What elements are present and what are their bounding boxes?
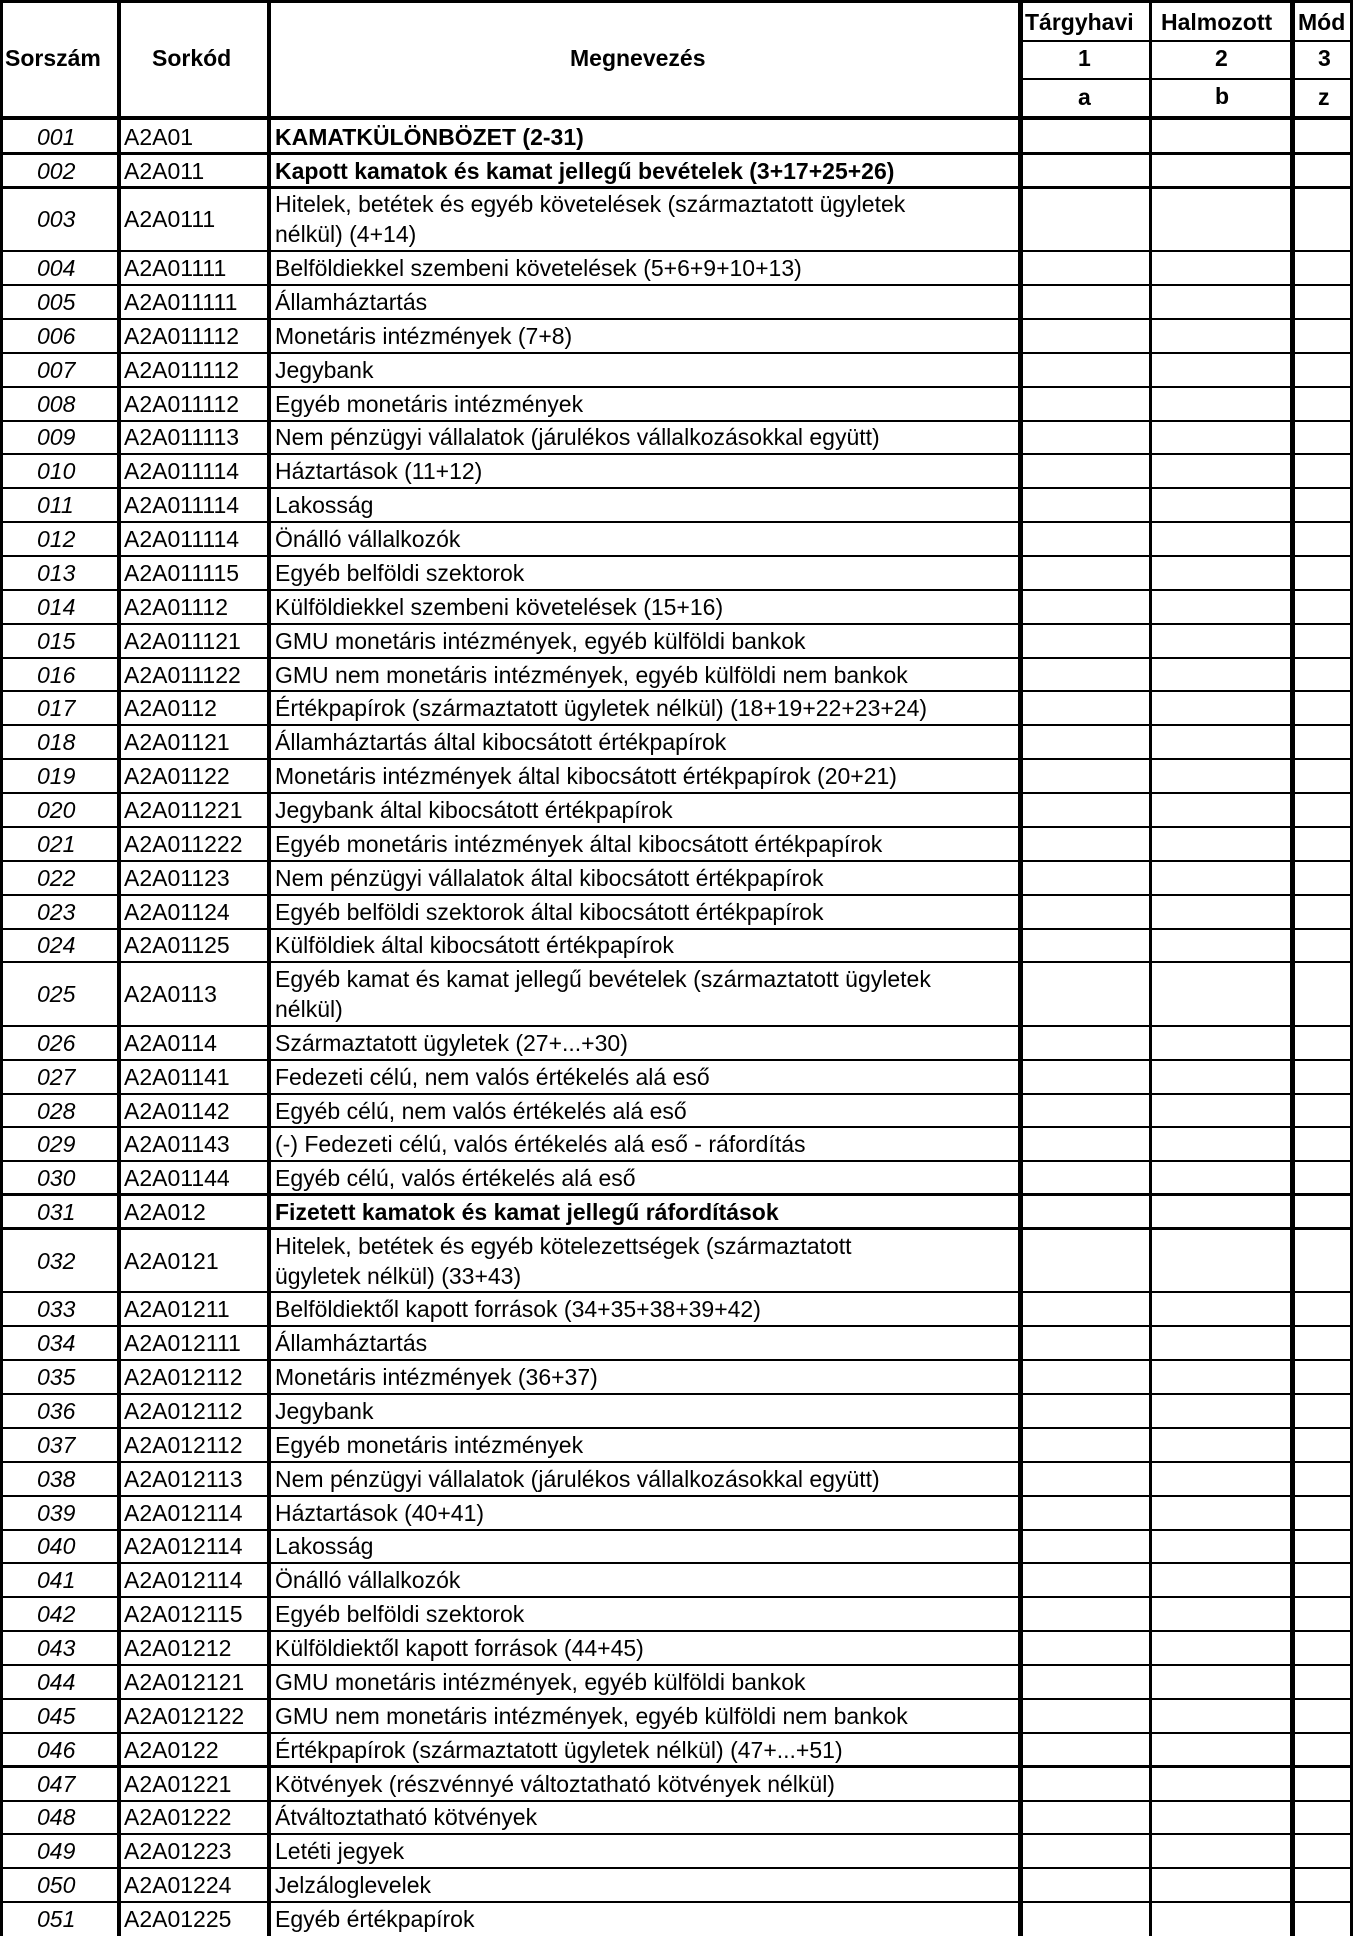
row-number: 012 (37, 526, 76, 552)
row-code: A2A011113 (124, 424, 240, 450)
row-number: 034 (37, 1330, 76, 1356)
row-description: Külföldiek által kibocsátott értékpapírok (275, 932, 674, 958)
row-description: Nem pénzügyi vállalatok (járulékos vállalkozásokkal együtt) (275, 1466, 880, 1492)
row-description: Egyéb belföldi szektorok (275, 560, 525, 586)
row-code: A2A011115 (124, 560, 240, 586)
row-code: A2A0114 (124, 1030, 217, 1056)
row-number: 020 (37, 797, 76, 823)
row-description: Monetáris intézmények (36+37) (275, 1364, 598, 1390)
row-number: 003 (37, 206, 76, 232)
row-code: A2A012115 (124, 1601, 243, 1627)
row-code: A2A012113 (124, 1466, 243, 1492)
row-code: A2A0121 (124, 1248, 219, 1274)
row-number: 042 (37, 1601, 76, 1627)
row-code: A2A01121 (124, 729, 230, 755)
row-number: 036 (37, 1398, 76, 1424)
row-code: A2A011114 (124, 526, 240, 552)
row-code: A2A012112 (124, 1364, 243, 1390)
row-description: Jegybank által kibocsátott értékpapírok (275, 797, 673, 823)
row-code: A2A011122 (124, 662, 241, 688)
row-number: 006 (37, 323, 76, 349)
row-code: A2A01 (124, 124, 194, 150)
row-code: A2A01141 (124, 1064, 230, 1090)
row-number: 047 (37, 1771, 76, 1797)
col-header-sorszam: Sorszám (5, 45, 101, 71)
col1-number: 1 (1078, 45, 1091, 71)
row-number: 004 (37, 255, 76, 281)
row-code: A2A01212 (124, 1635, 232, 1661)
row-description: Jelzáloglevelek (275, 1872, 431, 1898)
row-description: Egyéb értékpapírok (275, 1906, 475, 1932)
row-code: A2A012114 (124, 1567, 243, 1593)
row-code: A2A012114 (124, 1533, 243, 1559)
row-number: 048 (37, 1804, 76, 1830)
row-number: 005 (37, 289, 76, 315)
col2-number: 2 (1215, 45, 1228, 71)
row-description: ügyletek nélkül) (33+43) (275, 1263, 522, 1289)
row-description: Államháztartás (275, 289, 428, 315)
row-description: Egyéb belföldi szektorok által kibocsátott értékpapírok (275, 899, 824, 925)
row-code: A2A011114 (124, 458, 240, 484)
row-number: 037 (37, 1432, 76, 1458)
column-border (1149, 0, 1152, 1936)
row-number: 027 (37, 1064, 76, 1090)
row-code: A2A0113 (124, 981, 217, 1007)
row-description: Államháztartás által kibocsátott értékpapírok (275, 729, 727, 755)
row-description: Fedezeti célú, nem valós értékelés alá eső (275, 1064, 710, 1090)
row-description: Kapott kamatok és kamat jellegű bevételek (3+17+25+26) (275, 158, 895, 184)
row-description: Nem pénzügyi vállalatok (járulékos vállalkozásokkal együtt) (275, 424, 880, 450)
row-description: Letéti jegyek (275, 1838, 405, 1864)
row-number: 001 (37, 124, 76, 150)
row-code: A2A01144 (124, 1165, 230, 1191)
row-number: 041 (37, 1567, 76, 1593)
header-divider (1018, 40, 1353, 42)
row-description: GMU monetáris intézmények, egyéb külföldi bankok (275, 1669, 806, 1695)
row-description: Külföldiekkel szembeni követelések (15+16) (275, 594, 724, 620)
row-number: 007 (37, 357, 76, 383)
column-border (117, 0, 121, 1936)
row-description: Nem pénzügyi vállalatok által kibocsátott értékpapírok (275, 865, 824, 891)
row-description: Fizetett kamatok és kamat jellegű ráfordítások (275, 1199, 779, 1225)
row-number: 009 (37, 424, 76, 450)
col-header-mod: Mód (1298, 9, 1346, 35)
row-number: 033 (37, 1296, 76, 1322)
row-description: Hitelek, betétek és egyéb követelések (származtatott ügyletek (275, 191, 906, 217)
row-description: Kötvények (részvénnyé változtatható kötvények nélkül) (275, 1771, 835, 1797)
row-description: Jegybank (275, 1398, 374, 1424)
row-number: 024 (37, 932, 76, 958)
row-description: Értékpapírok (származtatott ügyletek nélkül) (47+...+51) (275, 1737, 843, 1763)
row-code: A2A01224 (124, 1872, 232, 1898)
row-number: 023 (37, 899, 76, 925)
row-code: A2A011121 (124, 628, 241, 654)
row-description: KAMATKÜLÖNBÖZET (2-31) (275, 124, 584, 150)
row-number: 013 (37, 560, 76, 586)
row-number: 028 (37, 1098, 76, 1124)
row-description: (-) Fedezeti célú, valós értékelés alá eső - ráfordítás (275, 1131, 806, 1157)
row-code: A2A01142 (124, 1098, 230, 1124)
row-code: A2A01225 (124, 1906, 232, 1932)
row-code: A2A012111 (124, 1330, 241, 1356)
column-border (0, 0, 3, 1936)
column-border (267, 0, 271, 1936)
row-description: Belföldiekkel szembeni követelések (5+6+9+10+13) (275, 255, 802, 281)
row-number: 008 (37, 391, 76, 417)
row-code: A2A011221 (124, 797, 243, 823)
row-number: 051 (37, 1906, 76, 1932)
row-number: 045 (37, 1703, 76, 1729)
row-description: Értékpapírok (származtatott ügyletek nélkül) (18+19+22+23+24) (275, 695, 928, 721)
row-description: Egyéb célú, valós értékelés alá eső (275, 1165, 636, 1191)
row-number: 010 (37, 458, 76, 484)
row-description: Egyéb kamat és kamat jellegű bevételek (származtatott ügyletek (275, 966, 931, 992)
row-description: Egyéb monetáris intézmények (275, 1432, 584, 1458)
row-description: Egyéb célú, nem valós értékelés alá eső (275, 1098, 687, 1124)
row-number: 014 (37, 594, 76, 620)
row-number: 030 (37, 1165, 76, 1191)
row-number: 018 (37, 729, 76, 755)
row-number: 011 (37, 492, 74, 518)
row-number: 016 (37, 662, 76, 688)
row-code: A2A01223 (124, 1838, 232, 1864)
row-number: 038 (37, 1466, 76, 1492)
row-code: A2A0122 (124, 1737, 219, 1763)
row-description: Átváltoztatható kötvények (275, 1804, 538, 1830)
row-description: Háztartások (40+41) (275, 1500, 485, 1526)
row-number: 032 (37, 1248, 76, 1274)
row-code: A2A0111 (124, 206, 216, 232)
row-code: A2A012112 (124, 1432, 243, 1458)
row-number: 022 (37, 865, 76, 891)
row-description: Lakosság (275, 1533, 374, 1559)
column-border (1018, 0, 1023, 1936)
row-description: Egyéb belföldi szektorok (275, 1601, 525, 1627)
row-code: A2A011112 (124, 357, 240, 383)
col-header-targyhavi: Tárgyhavi (1025, 9, 1134, 35)
row-code: A2A01125 (124, 932, 230, 958)
row-code: A2A01123 (124, 865, 230, 891)
row-number: 025 (37, 981, 76, 1007)
row-code: A2A011222 (124, 831, 243, 857)
row-description: Önálló vállalkozók (275, 1567, 461, 1593)
column-border (1290, 0, 1295, 1936)
row-description: Jegybank (275, 357, 374, 383)
row-number: 017 (37, 695, 76, 721)
row-code: A2A012 (124, 1199, 206, 1225)
row-number: 026 (37, 1030, 76, 1056)
row-code: A2A01222 (124, 1804, 232, 1830)
col-header-megnevezes: Megnevezés (570, 45, 706, 71)
row-code: A2A01143 (124, 1131, 230, 1157)
row-description: Államháztartás (275, 1330, 428, 1356)
row-code: A2A01221 (124, 1771, 232, 1797)
col3-number: 3 (1318, 45, 1331, 71)
col3-letter: z (1318, 84, 1330, 110)
row-code: A2A011112 (124, 391, 240, 417)
row-description: GMU nem monetáris intézmények, egyéb külföldi nem bankok (275, 1703, 908, 1729)
row-code: A2A01124 (124, 899, 230, 925)
col1-letter: a (1078, 84, 1091, 110)
row-number: 044 (37, 1669, 76, 1695)
row-description: Háztartások (11+12) (275, 458, 483, 484)
col-header-sorkod: Sorkód (152, 45, 232, 71)
row-number: 039 (37, 1500, 76, 1526)
row-code: A2A01112 (124, 594, 229, 620)
row-number: 021 (37, 831, 76, 857)
row-code: A2A012121 (124, 1669, 245, 1695)
row-number: 015 (37, 628, 76, 654)
row-description: Hitelek, betétek és egyéb kötelezettségek (származtatott (275, 1233, 852, 1259)
row-number: 031 (37, 1199, 76, 1225)
row-description: Monetáris intézmények (7+8) (275, 323, 573, 349)
row-description: Lakosság (275, 492, 374, 518)
row-number: 046 (37, 1737, 76, 1763)
row-code: A2A011112 (124, 323, 240, 349)
row-code: A2A012112 (124, 1398, 243, 1424)
row-code: A2A011 (124, 158, 205, 184)
row-code: A2A01111 (124, 255, 227, 281)
row-code: A2A012114 (124, 1500, 243, 1526)
row-description: Származtatott ügyletek (27+...+30) (275, 1030, 628, 1056)
row-code: A2A01211 (124, 1296, 230, 1322)
row-number: 043 (37, 1635, 76, 1661)
row-description: GMU nem monetáris intézmények, egyéb külföldi nem bankok (275, 662, 908, 688)
header-divider (1018, 78, 1353, 80)
row-description: Külföldiektől kapott források (44+45) (275, 1635, 644, 1661)
row-description: Egyéb monetáris intézmények által kibocsátott értékpapírok (275, 831, 883, 857)
row-number: 029 (37, 1131, 76, 1157)
row-description: GMU monetáris intézmények, egyéb külföldi bankok (275, 628, 806, 654)
row-code: A2A011111 (124, 289, 238, 315)
row-code: A2A0112 (124, 695, 217, 721)
row-description: nélkül) (275, 996, 343, 1022)
row-number: 049 (37, 1838, 76, 1864)
row-number: 035 (37, 1364, 76, 1390)
row-code: A2A012122 (124, 1703, 245, 1729)
row-description: Önálló vállalkozók (275, 526, 461, 552)
row-number: 050 (37, 1872, 76, 1898)
row-code: A2A011114 (124, 492, 240, 518)
row-number: 002 (37, 158, 76, 184)
col2-letter: b (1215, 83, 1230, 109)
row-code: A2A01122 (124, 763, 230, 789)
row-description: nélkül) (4+14) (275, 221, 417, 247)
col-header-halmozott: Halmozott (1161, 9, 1273, 35)
row-number: 019 (37, 763, 76, 789)
row-description: Monetáris intézmények által kibocsátott értékpapírok (20+21) (275, 763, 897, 789)
row-number: 040 (37, 1533, 76, 1559)
row-description: Belföldiektől kapott források (34+35+38+39+42) (275, 1296, 761, 1322)
row-description: Egyéb monetáris intézmények (275, 391, 584, 417)
